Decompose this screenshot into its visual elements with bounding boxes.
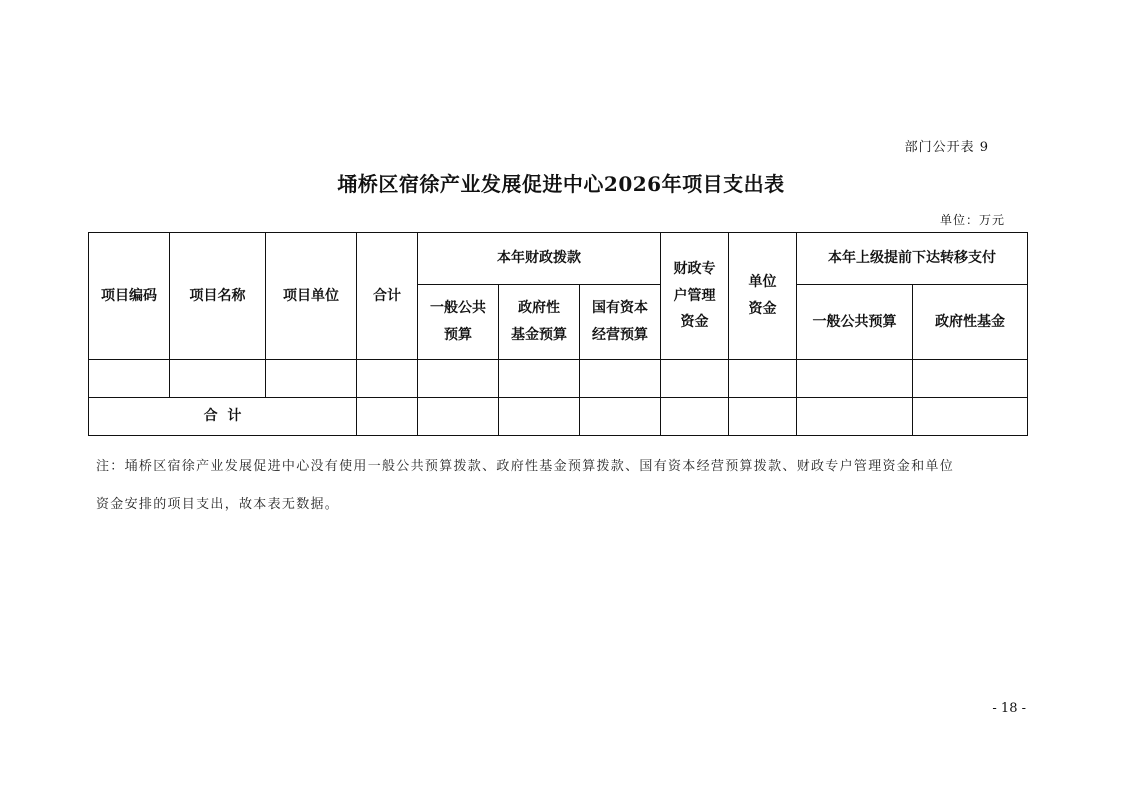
page-title: 埇桥区宿徐产业发展促进中心2026年项目支出表 (337, 172, 785, 196)
table-cell (729, 360, 797, 398)
header-project-code: 项目编码 (89, 233, 170, 360)
header-transfer-gov-fund: 政府性基金 (913, 285, 1028, 360)
header-gov-fund (499, 285, 580, 360)
header-transfer-group: 本年上级提前下达转移支付 (797, 233, 1028, 285)
header-special-line2: 户管理 (673, 287, 716, 304)
table-cell (170, 360, 266, 398)
header-gov-fund-line1: 政府性 (518, 300, 560, 317)
header-general-budget-line2: 预算 (444, 327, 472, 343)
header-state-capital-line1: 国有资本 (592, 300, 648, 317)
header-special-line3: 资金 (680, 314, 709, 331)
total-row-label: 合 计 (89, 398, 357, 436)
header-unit-fund (729, 233, 797, 360)
header-state-capital (580, 285, 661, 360)
table-cell (661, 360, 729, 398)
table-cell (418, 398, 499, 436)
header-general-budget (418, 285, 499, 360)
table-cell (266, 360, 357, 398)
table-cell (580, 398, 661, 436)
unit-label: 单位：万元 (939, 213, 1005, 227)
header-special-account (661, 233, 729, 360)
table-cell (580, 360, 661, 398)
table-cell (797, 398, 913, 436)
header-row-1 (89, 233, 1028, 285)
form-number: 部门公开表 9 (904, 140, 989, 155)
header-fiscal-group: 本年财政拨款 (418, 233, 661, 285)
header-unit-fund-line2: 资金 (748, 301, 777, 317)
table-cell (418, 360, 499, 398)
note-line-2: 资金安排的项目支出，故本表无数据。 (96, 497, 340, 512)
header-total: 合计 (357, 233, 418, 360)
header-project-unit: 项目单位 (266, 233, 357, 360)
header-unit-fund-line1: 单位 (748, 274, 777, 291)
table-cell (797, 360, 913, 398)
header-gov-fund-line2: 基金预算 (511, 327, 567, 343)
table-row (89, 360, 1028, 398)
total-row (89, 398, 1028, 436)
table-cell (499, 398, 580, 436)
table-cell (913, 360, 1028, 398)
project-expenditure-table (88, 232, 1028, 436)
header-project-name: 项目名称 (170, 233, 266, 360)
table-cell (357, 398, 418, 436)
header-special-line1: 财政专 (673, 261, 716, 278)
table-cell (661, 398, 729, 436)
header-general-budget-line1: 一般公共 (430, 300, 486, 317)
table-cell (729, 398, 797, 436)
header-state-capital-line2: 经营预算 (592, 327, 648, 343)
table-note (96, 448, 1026, 524)
page-number: - 18 - (992, 701, 1026, 716)
table-cell (913, 398, 1028, 436)
table-cell (357, 360, 418, 398)
table-cell (499, 360, 580, 398)
header-transfer-general: 一般公共预算 (797, 285, 913, 360)
table-cell (89, 360, 170, 398)
note-line-1: 注：埇桥区宿徐产业发展促进中心没有使用一般公共预算拨款、政府性基金预算拨款、国有资本经营预算拨款、财政专户管理资金和单位 (96, 459, 955, 474)
